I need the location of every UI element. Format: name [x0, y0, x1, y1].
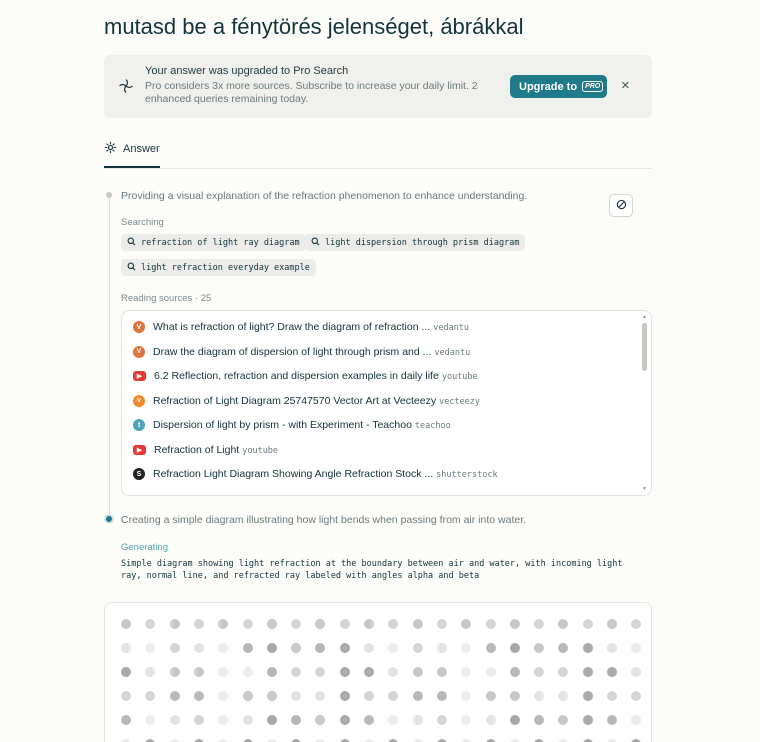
- loading-dot: [510, 667, 520, 677]
- source-item[interactable]: [133, 346, 470, 358]
- loading-dot: [267, 715, 277, 725]
- answer-icon: [104, 141, 117, 157]
- step-dot-complete: [106, 192, 112, 198]
- vecteezy-icon: v: [133, 395, 145, 407]
- loading-dot: [486, 691, 496, 701]
- loading-dot: [340, 619, 350, 629]
- loading-dot: [558, 715, 568, 725]
- loading-dot: [631, 619, 641, 629]
- generating-prompt: Simple diagram showing light refraction at the boundary between air and water, with incoming light ray, normal line, and refracted ray labeled with angles alpha and beta: [121, 559, 623, 581]
- loading-dot: [388, 715, 398, 725]
- source-item[interactable]: [133, 395, 480, 407]
- source-title: What is refraction of light? Draw the diagram of refraction ... vedantu: [153, 321, 470, 333]
- loading-dot: [461, 619, 471, 629]
- search-icon: [311, 237, 320, 249]
- reading-sources-label: Reading sources · 25: [121, 293, 212, 304]
- source-title: Dispersion of light by prism - with Experiment - Teachoo teachoo: [153, 419, 451, 431]
- loading-dot: [243, 715, 253, 725]
- loading-dot: [364, 667, 374, 677]
- loading-dot: [194, 715, 204, 725]
- loading-dot: [510, 691, 520, 701]
- source-title: Draw the diagram of dispersion of light through prism and ... vedantu: [153, 345, 471, 358]
- source-domain: shutterstock: [436, 470, 498, 480]
- loading-dot: [583, 667, 593, 677]
- loading-dot: [170, 667, 180, 677]
- loading-dot: [170, 643, 180, 653]
- search-query-text: light dispersion through prism diagram: [325, 237, 520, 248]
- loading-dot: [534, 667, 544, 677]
- banner-title: Your answer was upgraded to Pro Search: [145, 65, 349, 77]
- source-domain: teachoo: [414, 421, 451, 431]
- loading-dot: [607, 643, 617, 653]
- loading-dot: [486, 715, 496, 725]
- step-description: Providing a visual explanation of the refraction phenomenon to enhance understanding.: [121, 190, 528, 202]
- tab-answer[interactable]: [104, 141, 160, 157]
- tab-answer-label: Answer: [123, 143, 160, 155]
- loading-dot: [510, 715, 520, 725]
- loading-dot: [461, 643, 471, 653]
- loading-dot: [267, 619, 277, 629]
- loading-dot: [243, 619, 253, 629]
- loading-dot: [534, 643, 544, 653]
- loading-dot: [218, 643, 228, 653]
- loading-dot: [267, 643, 277, 653]
- source-item[interactable]: [133, 321, 469, 333]
- loading-dot: [243, 691, 253, 701]
- teachoo-icon: t: [133, 419, 145, 431]
- loading-dot: [364, 643, 374, 653]
- loading-dot: [413, 643, 423, 653]
- step-description: Creating a simple diagram illustrating how light bends when passing from air into water.: [121, 514, 527, 526]
- page-title: mutasd be a fénytörés jelenséget, ábrákkal: [104, 14, 524, 39]
- loading-dot: [194, 619, 204, 629]
- loading-dot: [121, 619, 131, 629]
- loading-dot: [340, 667, 350, 677]
- loading-dot: [413, 667, 423, 677]
- loading-dot: [607, 715, 617, 725]
- loading-dot: [267, 691, 277, 701]
- loading-dot: [291, 691, 301, 701]
- youtube-icon: ▶: [133, 371, 146, 381]
- loading-dot: [413, 691, 423, 701]
- loading-dot: [291, 643, 301, 653]
- loading-dot: [461, 691, 471, 701]
- loading-dot: [121, 691, 131, 701]
- loading-dot: [631, 715, 641, 725]
- loading-dot: [558, 667, 568, 677]
- loading-dot: [340, 643, 350, 653]
- loading-dot: [364, 715, 374, 725]
- loading-dot: [170, 715, 180, 725]
- loading-dot: [218, 691, 228, 701]
- loading-dot: [583, 619, 593, 629]
- loading-dot: [510, 619, 520, 629]
- pro-search-banner: [104, 55, 652, 118]
- sources-list[interactable]: [121, 310, 652, 496]
- loading-dot: [413, 619, 423, 629]
- loading-dot: [145, 691, 155, 701]
- loading-dot: [388, 643, 398, 653]
- source-domain: youtube: [441, 372, 478, 382]
- loading-dot: [461, 715, 471, 725]
- tab-active-indicator: [104, 166, 160, 168]
- scroll-up-icon[interactable]: ▲: [642, 314, 647, 320]
- loading-dot: [218, 619, 228, 629]
- loading-dot: [364, 619, 374, 629]
- loading-dot: [364, 691, 374, 701]
- loading-dot: [218, 667, 228, 677]
- loading-dot: [558, 691, 568, 701]
- loading-dot: [607, 667, 617, 677]
- loading-dot: [291, 715, 301, 725]
- loading-dot: [631, 667, 641, 677]
- loading-dot: [461, 667, 471, 677]
- search-query-chip[interactable]: [305, 234, 525, 251]
- pro-search-icon: [118, 78, 134, 94]
- loading-dot: [437, 715, 447, 725]
- loading-dot: [534, 619, 544, 629]
- loading-dot: [558, 643, 568, 653]
- loading-dot: [340, 715, 350, 725]
- loading-dot: [121, 667, 131, 677]
- loading-dot: [607, 619, 617, 629]
- loading-dot: [315, 643, 325, 653]
- source-item[interactable]: [133, 444, 278, 456]
- source-domain: youtube: [242, 445, 279, 456]
- source-title: Refraction of Light youtube: [154, 443, 279, 456]
- search-icon: [127, 237, 136, 249]
- loading-dot: [534, 715, 544, 725]
- loading-dot: [315, 667, 325, 677]
- step-dot-active: [106, 516, 112, 522]
- stop-button[interactable]: [609, 194, 633, 217]
- source-domain: vecteezy: [439, 396, 481, 407]
- loading-dot: [340, 691, 350, 701]
- loading-dot: [534, 691, 544, 701]
- source-title: Refraction of Light Diagram 25747570 Vector Art at Vecteezy vecteezy: [153, 394, 481, 407]
- source-item[interactable]: [133, 419, 451, 431]
- image-generating-placeholder: [104, 602, 652, 742]
- vedantu-icon: V: [133, 346, 145, 358]
- progress-timeline: [109, 197, 110, 517]
- loading-dot: [315, 619, 325, 629]
- loading-dot: [631, 691, 641, 701]
- loading-dot: [121, 715, 131, 725]
- loading-dot: [413, 715, 423, 725]
- tab-divider: [104, 168, 652, 169]
- loading-dot: [145, 643, 155, 653]
- source-title: 6.2 Reflection, refraction and dispersion examples in daily life youtube: [154, 370, 478, 382]
- source-domain: vedantu: [433, 323, 470, 333]
- close-banner-icon[interactable]: ×: [621, 77, 630, 94]
- generating-label: Generating: [121, 542, 169, 553]
- loading-dot: [486, 643, 496, 653]
- sources-scrollbar[interactable]: [642, 323, 647, 371]
- loading-dot: [243, 643, 253, 653]
- vedantu-icon: V: [133, 321, 145, 333]
- loading-dot: [170, 691, 180, 701]
- loading-dot: [486, 619, 496, 629]
- loading-dot: [218, 715, 228, 725]
- loading-dot: [170, 619, 180, 629]
- source-item[interactable]: [133, 370, 478, 382]
- searching-label: Searching: [121, 217, 164, 228]
- loading-dot: [194, 667, 204, 677]
- loading-dot: [315, 715, 325, 725]
- upgrade-button[interactable]: [510, 75, 607, 98]
- upgrade-label: Upgrade to: [519, 80, 578, 93]
- source-item[interactable]: [133, 468, 498, 480]
- loading-dot: [145, 619, 155, 629]
- search-query-text: light refraction everyday example: [141, 262, 310, 273]
- source-domain: vedantu: [434, 347, 471, 358]
- loading-dot: [121, 643, 131, 653]
- loading-dot: [291, 619, 301, 629]
- loading-dot: [583, 715, 593, 725]
- search-icon: [127, 262, 136, 274]
- loading-dot: [243, 667, 253, 677]
- loading-dot: [510, 643, 520, 653]
- loading-dot: [315, 691, 325, 701]
- loading-dot: [631, 643, 641, 653]
- search-query-chip[interactable]: [121, 234, 306, 251]
- shutterstock-icon: S: [133, 468, 145, 480]
- loading-dot: [437, 691, 447, 701]
- scroll-down-icon[interactable]: ▼: [642, 486, 647, 492]
- loading-dot: [145, 715, 155, 725]
- loading-dot: [583, 691, 593, 701]
- loading-dot: [267, 667, 277, 677]
- loading-dot: [388, 667, 398, 677]
- stop-icon: [616, 197, 627, 215]
- loading-dot: [194, 691, 204, 701]
- source-title: Refraction Light Diagram Showing Angle Refraction Stock ... shutterstock: [153, 468, 498, 480]
- banner-description: Pro considers 3x more sources. Subscribe to increase your daily limit. 2 enhanced queries remaining today.: [145, 80, 478, 105]
- loading-dot: [437, 643, 447, 653]
- loading-dot: [558, 619, 568, 629]
- search-query-text: refraction of light ray diagram: [141, 237, 300, 248]
- pro-badge: PRO: [582, 81, 603, 92]
- loading-dot: [388, 619, 398, 629]
- search-query-chip[interactable]: [121, 259, 316, 276]
- loading-dot: [583, 643, 593, 653]
- loading-dot: [607, 691, 617, 701]
- loading-dot: [437, 667, 447, 677]
- loading-dot: [194, 643, 204, 653]
- loading-dot: [437, 619, 447, 629]
- loading-dot: [145, 667, 155, 677]
- loading-dot: [291, 667, 301, 677]
- loading-dot: [486, 667, 496, 677]
- loading-dot: [388, 691, 398, 701]
- youtube-icon: ▶: [133, 445, 146, 455]
